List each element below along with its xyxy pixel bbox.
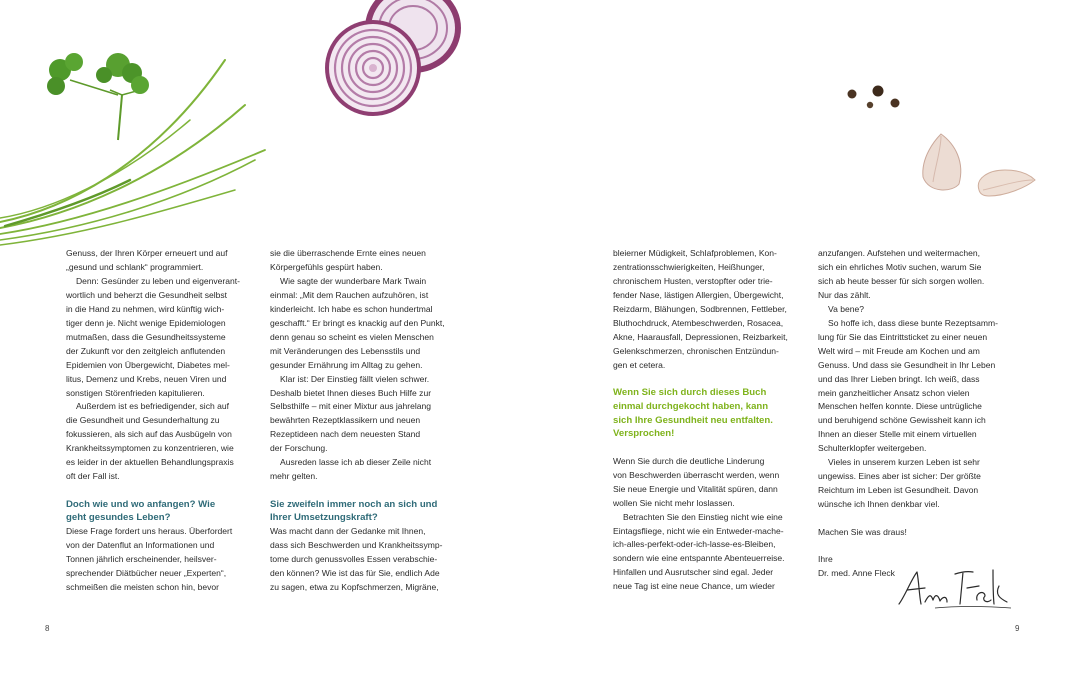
paragraph: Betrachten Sie den Einstieg nicht wie eine Eintagsfliege, nicht wie ein Entweder-mache- ich-alles-perfekt-oder-ich-lasse-es-Bleiben, sondern wie eine entspannte Abenteuerreise. Hinfallen und Ausrutscher sind egal. Jeder neue Tag ist eine neue Chance, um wieder <box>613 511 785 592</box>
paragraph: Was macht dann der Gedanke mit Ihnen, dass sich Beschwerden und Krankheitssymp- tome durch genussvolles Essen verabschie- den können? Wie ist das für Sie, endlich Ade zu sagen, etwa zu Kopfschmerzen, Migräne, <box>270 525 443 592</box>
paragraph: anzufangen. Aufstehen und weitermachen, sich ein ehrliches Motiv suchen, warum Sie sich ab heute besser für sich sorgen wollen. Nur das zählt. <box>818 248 985 300</box>
text-column-1 <box>66 247 256 594</box>
garlic-illustration <box>915 132 1040 207</box>
paragraph: Vieles in unserem kurzen Leben ist sehr ungewiss. Eines aber ist sicher: Der größte Reichtum im Leben ist Gesundheit. Davon wünsche ich Ihnen denkbar viel. <box>818 457 981 510</box>
paragraph: Wenn Sie durch die deutliche Linderung von Beschwerden überrascht werden, wenn Sie neue Energie und Vitalität spüren, dann wollen Sie nicht mehr loslassen. <box>613 455 780 508</box>
paragraph: Machen Sie was draus! <box>818 526 907 537</box>
paragraph: sie die überraschende Ernte eines neuen Körpergefühls gespürt haben. <box>270 248 426 272</box>
garlic-clove-icon <box>923 134 961 190</box>
onion-illustration <box>318 0 468 120</box>
paragraph: Diese Frage fordert uns heraus. Überfordert von der Datenflut an Informationen und Tonnen jährlich erscheinender, heilsver- sprechender Diätbücher neuer „Experten“, schmeißen die meisten schon hin, bevor <box>66 525 233 592</box>
paragraph: bleierner Müdigkeit, Schlafproblemen, Kon- zentrationsschwierigkeiten, Heißhunger, chronischem Husten, verstopfter oder trie- fender Nase, lästigen Allergien, Übergewicht, Reizdarm, Blähungen, Sodbrennen, Fettleber, Bluthochdruck, Atembeschwerden, Rosacea, Akne, Haarausfall, Depressionen, Reizbarkeit, Gelenkschmerzen, chronischen Entzündun- gen et cetera. <box>613 248 788 370</box>
peppercorn-icon <box>873 86 884 97</box>
text-column-3 <box>613 247 808 594</box>
peppercorn-icon <box>867 102 873 108</box>
paragraph: Va bene? <box>828 303 864 314</box>
paragraph: Klar ist: Der Einstieg fällt vielen schwer. Deshalb bietet Ihnen dieses Buch Hilfe zur Selbsthilfe – mit einer Mixtur aus jahrelang bewährten Rezeptklassikern und neuen Rezeptideen nach dem neuesten Stand der Forschung. <box>270 373 432 454</box>
paragraph: Außerdem ist es befriedigender, sich auf die Gesundheit und Gesunderhaltung zu fokussieren, als sich auf das Ausbügeln von Krankheitssymptomen zu konzentrieren, wie es leider in der aktuellen Behandlungspraxis oft der Fall ist. <box>66 401 234 482</box>
paragraph: Genuss, der Ihren Körper erneuert und auf „gesund und schlank“ programmiert. <box>66 248 228 272</box>
text-column-4 <box>818 247 1018 581</box>
section-heading: Sie zweifeln immer noch an sich und Ihrer Umsetzungskraft? <box>270 498 438 524</box>
text-column-2 <box>270 247 465 594</box>
onion-front-slice-icon <box>325 20 421 116</box>
peppercorn-icon <box>891 99 900 108</box>
peppercorn-icon <box>848 90 857 99</box>
peppercorns-illustration <box>840 78 910 118</box>
paragraph: Ausreden lasse ich ab dieser Zeile nicht mehr gelten. <box>270 457 432 482</box>
page-number-right: 9 <box>1015 624 1020 633</box>
herbs-illustration <box>0 40 270 255</box>
closing: Ihre Dr. med. Anne Fleck <box>818 554 895 579</box>
parsley-icon <box>47 53 149 140</box>
paragraph: Denn: Gesünder zu leben und eigenverant- wortlich und beherzt die Gesundheit selbst in die Hand zu nehmen, wird künftig wich- tiger denn je. Nicht wenige Epidemiologen mutmaßen, dass die Gesundheitssysteme der Zukunft vor den zeitgleich anflutenden Epidemien von Übergewicht, Diabetes mel- litus, Demenz und Krebs, neuen Viren und sonstigen Störenfrieden kapitulieren. <box>66 275 240 398</box>
paragraph: Wie sagte der wunderbare Mark Twain einmal: „Mit dem Rauchen aufzuhören, ist kinderleicht. Ich habe es schon hundertmal geschafft.“ Er bringt es knackig auf den Punkt, denn genau so scheint es vielen Menschen mit Veränderungen des Lebensstils und gesunder Ernährung im Alltag zu gehen. <box>270 275 445 370</box>
signature <box>895 566 1015 611</box>
section-heading: Doch wie und wo anfangen? Wie geht gesundes Leben? <box>66 498 216 524</box>
page-number-left: 8 <box>45 624 50 633</box>
garlic-clove-icon <box>978 170 1035 196</box>
pull-quote: Wenn Sie sich durch dieses Buch einmal durchgekocht haben, kann sich Ihre Gesundheit neu entfalten. Versprochen! <box>613 387 773 440</box>
paragraph: So hoffe ich, dass diese bunte Rezeptsamm- lung für Sie das Eintrittsticket zu einer neuen Welt wird – mit Freude am Kochen und am Genuss. Und dass sie Gesundheit in Ihr Leben und das Ihrer Lieben bringt. Ich weiß, dass mein ganzheitlicher Ansatz schon vielen Menschen helfen konnte. Diese untrügliche und beruhigend schöne Gewissheit kann ich Ihnen an dieser Stelle mit einem virtuellen Schulterklopfer weitergeben. <box>818 317 998 454</box>
